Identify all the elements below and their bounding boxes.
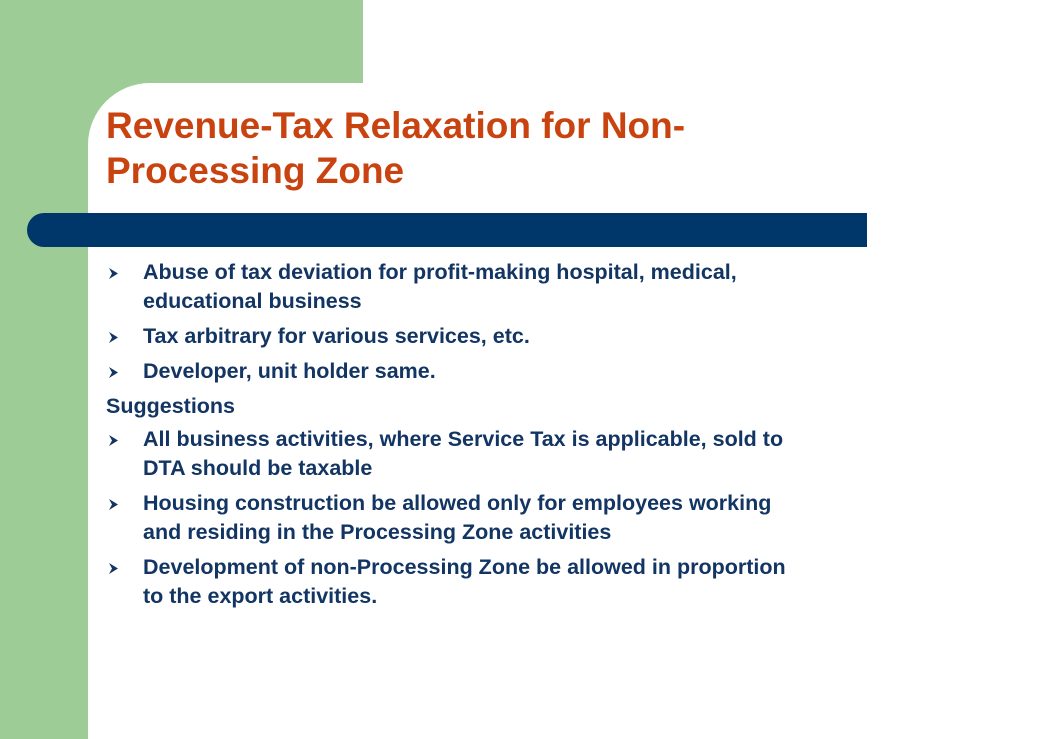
slide-body [106,258,986,617]
bullet-item [106,425,986,483]
bullet-line: educational business [143,289,362,313]
slide-title [106,103,866,193]
arrowhead-bullet-icon [107,562,120,575]
bullet-line: and residing in the Processing Zone activities [143,520,612,544]
bullet-line: Developer, unit holder same. [143,359,436,383]
bullet-line: Development of non-Processing Zone be allowed in proportion [143,555,786,579]
title-accent-bar [27,213,867,247]
bullet-item [106,489,986,547]
slide-title-line-1: Revenue-Tax Relaxation for Non- [106,105,686,146]
bullet-line: All business activities, where Service Tax is applicable, sold to [143,427,784,451]
bullet-line: to the export activities. [143,584,378,608]
arrowhead-bullet-icon [107,434,120,447]
slide-title-line-2: Processing Zone [106,150,405,191]
bullet-item [106,322,986,351]
suggestions-heading: Suggestions [106,394,236,418]
bullet-line: Abuse of tax deviation for profit-making hospital, medical, [143,260,737,284]
bullet-item [106,258,986,316]
arrowhead-bullet-icon [107,498,120,511]
bullet-line: Housing construction be allowed only for employees working [143,491,772,515]
arrowhead-bullet-icon [107,366,120,379]
bullet-line: DTA should be taxable [143,456,373,480]
bullet-line: Tax arbitrary for various services, etc. [143,324,530,348]
bullet-item [106,357,986,386]
bullet-item [106,553,986,611]
arrowhead-bullet-icon [107,267,120,280]
arrowhead-bullet-icon [107,331,120,344]
